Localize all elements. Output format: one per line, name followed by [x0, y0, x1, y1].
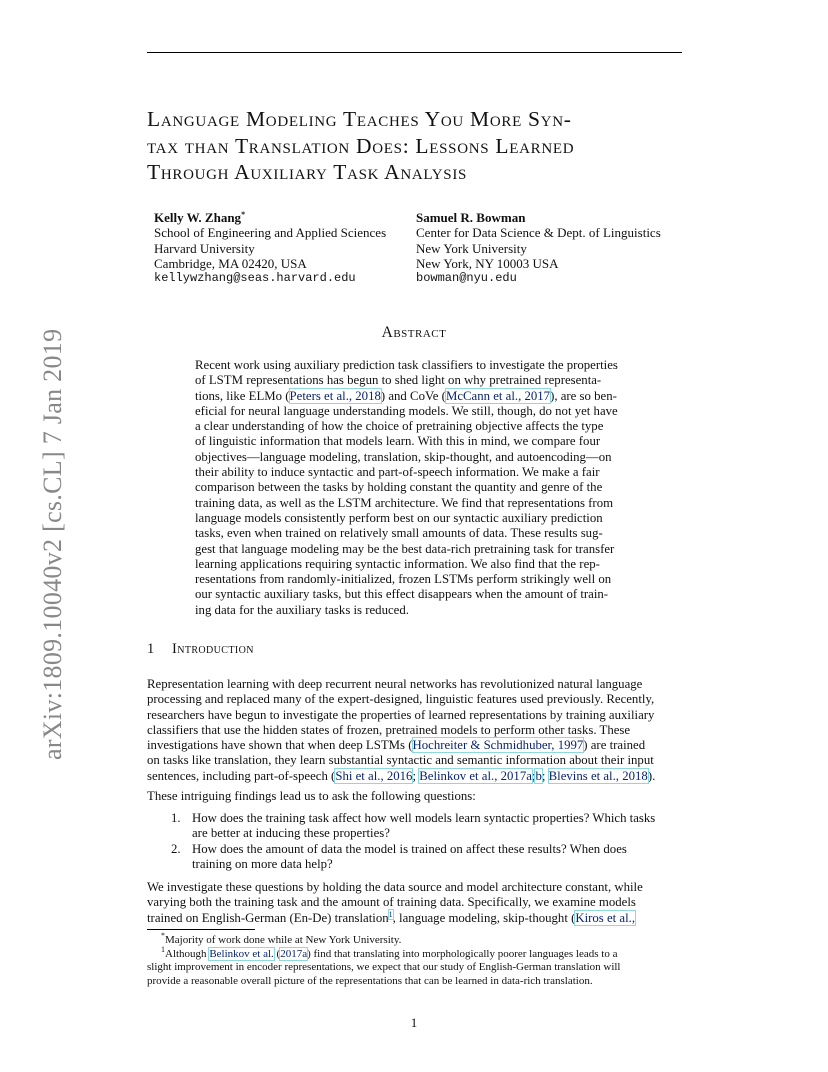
- intro-paragraph-1: [147, 677, 687, 784]
- abstract-line: tasks, even when trained on relatively small amounts of data. These results sug-: [195, 526, 603, 541]
- abstract-line: comparison between the tasks by holding constant the quantity and genre of the: [195, 480, 603, 495]
- citation-link[interactable]: Belinkov et al., 2017a: [419, 768, 532, 783]
- author-affiliation: Center for Data Science & Dept. of Linguistics: [416, 225, 661, 241]
- abstract-line: a clear understanding of how the choice of pretraining objective affects the type: [195, 419, 604, 434]
- text-line: classifiers that use the hidden states of frozen, pretrained models to perform other tasks. These: [147, 722, 631, 737]
- author-affiliation: Harvard University: [154, 240, 255, 256]
- author-footnote-mark: *: [241, 210, 246, 219]
- arxiv-stamp-text[interactable]: arXiv:1809.10040v2 [cs.CL] 7 Jan 2019: [38, 328, 67, 760]
- arxiv-stamp: [38, 300, 78, 760]
- text-line: trained on English-German (En-De) translation$^1$, language modeling, skip-thought (Kiros et al.,: [147, 909, 636, 925]
- intro-paragraph-2: [147, 789, 687, 804]
- citation-link[interactable]: Belinkov et al.: [209, 947, 274, 960]
- abstract-line: objectives—language modeling, translation, skip-thought, and autoencoding—on: [195, 449, 612, 464]
- title-line: Language Modeling Teaches You More Syn-: [147, 107, 572, 131]
- citation-link[interactable]: Peters et al., 2018: [289, 388, 381, 403]
- citation-link[interactable]: McCann et al., 2017: [445, 388, 551, 403]
- author-block-2: [416, 210, 661, 286]
- text-line: researchers have begun to investigate the properties of learned representations by training auxiliary: [147, 707, 655, 722]
- author-affiliation: New York University: [416, 240, 527, 256]
- title-line: tax than Translation Does: Lessons Learned: [147, 133, 575, 158]
- author-name: Kelly W. Zhang*: [154, 210, 246, 225]
- abstract-line: training data, as well as the LSTM architecture. We find that representations from: [195, 495, 614, 510]
- text-line: investigations have shown that when deep LSTMs (Hochreiter & Schmidhuber, 1997) are trained: [147, 738, 646, 753]
- section-title: Introduction: [172, 641, 254, 657]
- list-number: 1.: [171, 811, 181, 825]
- text-line: processing and replaced many of the expert-designed, linguistic features used previously. Recently,: [147, 692, 655, 707]
- abstract-line: tions, like ELMo (Peters et al., 2018) and CoVe (McCann et al., 2017), are so ben-: [195, 388, 617, 403]
- title-line: Through Auxiliary Task Analysis: [147, 160, 468, 184]
- footnote-line: provide a reasonable overall picture of the representations that can be learned in data-rich translation.: [147, 974, 593, 987]
- text-line: varying both the training task and the amount of training data. Specifically, we examine models: [147, 895, 636, 910]
- author-block-1: [154, 210, 386, 286]
- citation-link[interactable]: b: [535, 768, 542, 783]
- abstract-line: eficial for neural language understanding models. We still, though, do not yet have: [195, 403, 618, 418]
- question-list-item: [171, 811, 685, 842]
- list-text: How does the training task affect how well models learn syntactic properties? Which tasks are better at inducing these properties?: [192, 811, 656, 841]
- citation-link[interactable]: 2017a: [280, 947, 308, 960]
- author-affiliation: School of Engineering and Applied Sciences: [154, 225, 387, 241]
- page-number: 1: [410, 1015, 418, 1030]
- list-text: How does the amount of data the model is trained on affect these results? When does training on more data help?: [192, 842, 627, 872]
- paper-title: [147, 106, 687, 186]
- text-line: These intriguing findings lead us to ask the following questions:: [147, 789, 476, 803]
- footnote: *Majority of work done while at New York University.: [161, 931, 402, 946]
- abstract-line: learning applications requiring syntactic information. We also find that the rep-: [195, 556, 600, 571]
- citation-link[interactable]: Kiros et al.,: [575, 910, 636, 925]
- author-affiliation: Cambridge, MA 02420, USA: [154, 255, 307, 271]
- abstract-line: gest that language modeling may be the best data-rich pretraining task for transfer: [195, 541, 615, 556]
- abstract-heading: Abstract: [381, 324, 447, 341]
- author-name: Samuel R. Bowman: [416, 210, 526, 225]
- abstract-line: of linguistic information that models learn. With this in mind, we compare four: [195, 434, 601, 449]
- text-line: Representation learning with deep recurrent neural networks has revolutionized natural language: [147, 677, 643, 691]
- footnote-link[interactable]: 1: [388, 909, 393, 919]
- abstract-line: our syntactic auxiliary tasks, but this effect disappears when the amount of train-: [195, 587, 609, 602]
- section-heading: [147, 641, 254, 658]
- footnote: $^1$Although Belinkov et al. (2017a) find that translating into morphologically poorer languages leads to a: [161, 944, 618, 960]
- text-line: We investigate these questions by holding the data source and model architecture constant, while: [147, 880, 643, 894]
- abstract-line: ing data for the auxiliary tasks is reduced.: [195, 602, 409, 617]
- list-number: 2.: [171, 842, 181, 856]
- author-affiliation: New York, NY 10003 USA: [416, 255, 559, 271]
- footnotes: [147, 931, 687, 988]
- abstract-line: resentations from randomly-initialized, frozen LSTMs perform strikingly well on: [195, 572, 612, 587]
- abstract: [195, 358, 635, 618]
- top-rule: [147, 52, 682, 53]
- text-line: sentences, including part-of-speech (Shi et al., 2016; Belinkov et al., 2017a;b; Blevins et al., 2018).: [147, 768, 656, 783]
- footnote-rule: [147, 929, 255, 930]
- footnote-line: slight improvement in encoder representations, we expect that our study of English-German translation will: [147, 961, 621, 974]
- abstract-line: language models consistently perform best on our syntactic auxiliary prediction: [195, 510, 603, 525]
- abstract-line: of LSTM representations has begun to shed light on why pretrained representa-: [195, 373, 602, 388]
- author-email: kellywzhang@seas.harvard.edu: [154, 271, 356, 286]
- citation-link[interactable]: Blevins et al., 2018: [548, 768, 648, 783]
- abstract-line: Recent work using auxiliary prediction task classifiers to investigate the properties: [195, 358, 618, 372]
- section-number: 1: [147, 641, 155, 657]
- abstract-line: their ability to induce syntactic and part-of-speech information. We make a fair: [195, 465, 600, 480]
- citation-link[interactable]: Hochreiter & Schmidhuber, 1997: [412, 738, 584, 753]
- author-email: bowman@nyu.edu: [416, 271, 517, 286]
- question-list-item: [171, 842, 685, 873]
- intro-paragraph-3: [147, 880, 687, 926]
- citation-link[interactable]: Shi et al., 2016: [335, 768, 413, 783]
- text-line: on tasks like translation, they learn substantial syntactic and semantic information about their input: [147, 753, 654, 768]
